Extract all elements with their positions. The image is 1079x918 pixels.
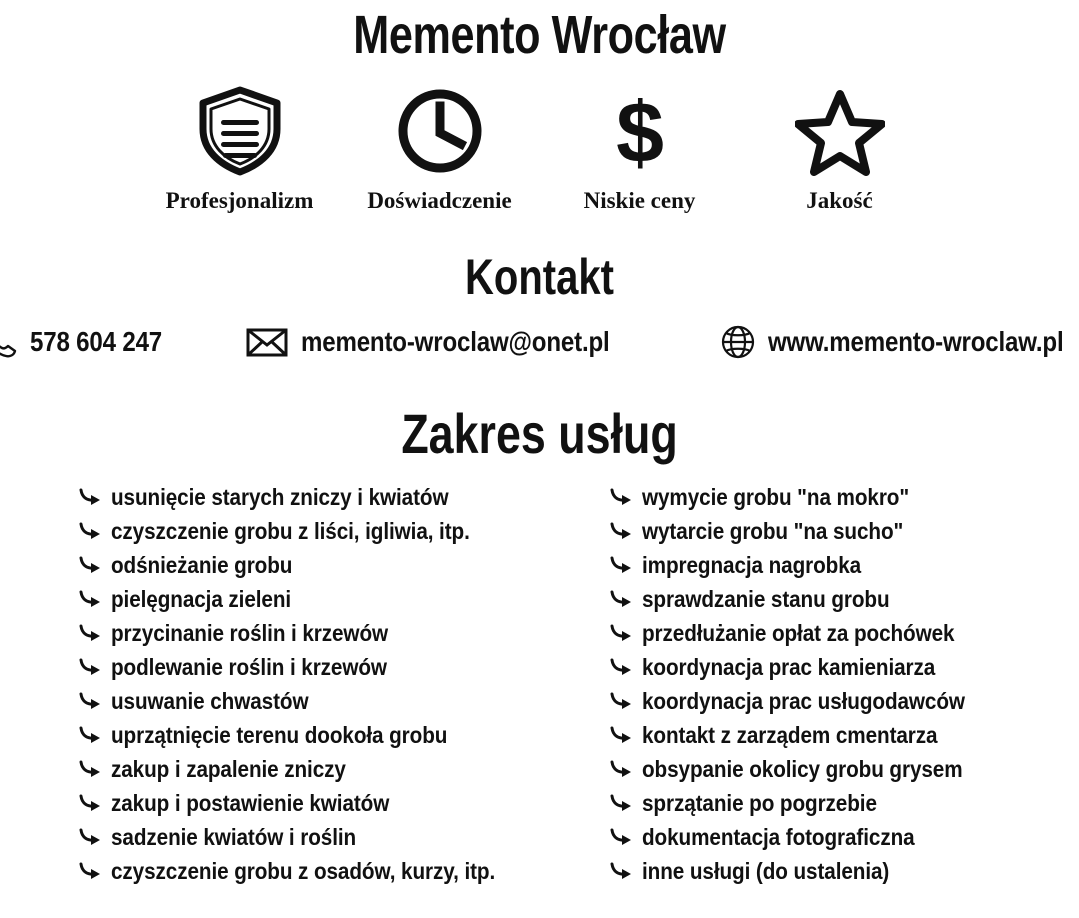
curved-arrow-icon	[79, 623, 103, 643]
curved-arrow-icon	[79, 691, 103, 711]
service-label: przycinanie roślin i krzewów	[110, 619, 388, 646]
dollar-icon	[595, 84, 685, 176]
curved-arrow-icon	[610, 521, 634, 541]
service-label: wytarcie grobu "na sucho"	[641, 517, 903, 544]
service-label: odśnieżanie grobu	[110, 551, 293, 578]
feature-jakosc	[740, 84, 940, 214]
curved-arrow-icon	[79, 521, 103, 541]
service-item	[610, 548, 1001, 582]
email-address: memento-wroclaw@onet.pl	[301, 326, 610, 357]
service-label: inne usługi (do ustalenia)	[641, 857, 889, 884]
feature-label: Jakość	[806, 188, 873, 213]
curved-arrow-icon	[79, 725, 103, 745]
services-columns	[0, 480, 1079, 888]
contact-phone[interactable]	[0, 325, 183, 359]
service-item	[610, 854, 1001, 888]
svg-text:$: $	[615, 85, 664, 176]
service-label: uprzątnięcie terenu dookoła grobu	[110, 721, 448, 748]
service-item	[610, 616, 1001, 650]
curved-arrow-icon	[79, 589, 103, 609]
curved-arrow-icon	[79, 793, 103, 813]
contact-row	[0, 324, 1079, 360]
phone-number: 578 604 247	[29, 326, 162, 357]
service-label: sprawdzanie stanu grobu	[641, 585, 890, 612]
service-label: kontakt z zarządem cmentarza	[641, 721, 937, 748]
service-item	[610, 820, 1001, 854]
service-item	[79, 616, 538, 650]
feature-label: Doświadczenie	[367, 188, 512, 213]
service-label: zakup i zapalenie zniczy	[110, 755, 346, 782]
feature-label: Profesjonalizm	[165, 188, 314, 213]
star-icon	[795, 84, 885, 176]
website-url: www.memento-wroclaw.pl	[767, 326, 1064, 357]
service-item	[610, 752, 1001, 786]
phone-icon	[0, 325, 18, 359]
contact-email[interactable]	[245, 325, 660, 359]
service-label: zakup i postawienie kwiatów	[110, 789, 389, 816]
service-item	[79, 752, 538, 786]
globe-icon	[720, 324, 756, 360]
curved-arrow-icon	[610, 555, 634, 575]
service-label: obsypanie okolicy grobu grysem	[641, 755, 963, 782]
service-label: przedłużanie opłat za pochówek	[641, 619, 954, 646]
service-item	[79, 650, 538, 684]
service-label: pielęgnacja zieleni	[110, 585, 291, 612]
service-label: usunięcie starych zniczy i kwiatów	[110, 483, 449, 510]
feature-profesjonalizm	[140, 84, 340, 214]
curved-arrow-icon	[79, 759, 103, 779]
service-label: sprzątanie po pogrzebie	[641, 789, 877, 816]
features-row	[0, 84, 1079, 214]
service-item	[610, 514, 1001, 548]
service-item	[610, 718, 1001, 752]
curved-arrow-icon	[610, 487, 634, 507]
service-label: koordynacja prac usługodawców	[641, 687, 965, 714]
curved-arrow-icon	[610, 691, 634, 711]
service-item	[79, 480, 538, 514]
curved-arrow-icon	[79, 861, 103, 881]
service-item	[79, 548, 538, 582]
service-item	[610, 480, 1001, 514]
feature-niskie-ceny	[540, 84, 740, 214]
page-title: Memento Wrocław	[353, 5, 726, 65]
curved-arrow-icon	[610, 759, 634, 779]
service-item	[79, 854, 538, 888]
curved-arrow-icon	[79, 657, 103, 677]
service-label: czyszczenie grobu z osadów, kurzy, itp.	[110, 857, 495, 884]
curved-arrow-icon	[610, 861, 634, 881]
curved-arrow-icon	[79, 827, 103, 847]
envelope-icon	[245, 325, 289, 359]
curved-arrow-icon	[79, 555, 103, 575]
curved-arrow-icon	[610, 793, 634, 813]
service-item	[79, 718, 538, 752]
contact-heading: Kontakt	[465, 249, 614, 305]
service-item	[79, 514, 538, 548]
contact-website[interactable]	[720, 324, 1079, 360]
services-heading: Zakres usług	[401, 402, 678, 465]
curved-arrow-icon	[610, 623, 634, 643]
shield-icon	[195, 84, 285, 176]
service-label: koordynacja prac kamieniarza	[641, 653, 935, 680]
service-item	[79, 582, 538, 616]
services-left-column	[79, 480, 538, 888]
service-item	[610, 650, 1001, 684]
clock-icon	[395, 84, 485, 176]
service-label: wymycie grobu "na mokro"	[641, 483, 909, 510]
service-item	[79, 684, 538, 718]
feature-doswiadczenie	[340, 84, 540, 214]
services-right-column	[610, 480, 1001, 888]
feature-label: Niskie ceny	[583, 188, 696, 213]
service-item	[610, 786, 1001, 820]
service-item	[79, 786, 538, 820]
service-item	[610, 684, 1001, 718]
service-item	[79, 820, 538, 854]
curved-arrow-icon	[79, 487, 103, 507]
curved-arrow-icon	[610, 589, 634, 609]
curved-arrow-icon	[610, 827, 634, 847]
service-label: impregnacja nagrobka	[641, 551, 861, 578]
curved-arrow-icon	[610, 725, 634, 745]
curved-arrow-icon	[610, 657, 634, 677]
service-label: podlewanie roślin i krzewów	[110, 653, 387, 680]
service-label: usuwanie chwastów	[110, 687, 309, 714]
service-label: czyszczenie grobu z liści, igliwia, itp.	[110, 517, 470, 544]
service-label: dokumentacja fotograficzna	[641, 823, 915, 850]
service-label: sadzenie kwiatów i roślin	[110, 823, 356, 850]
service-item	[610, 582, 1001, 616]
